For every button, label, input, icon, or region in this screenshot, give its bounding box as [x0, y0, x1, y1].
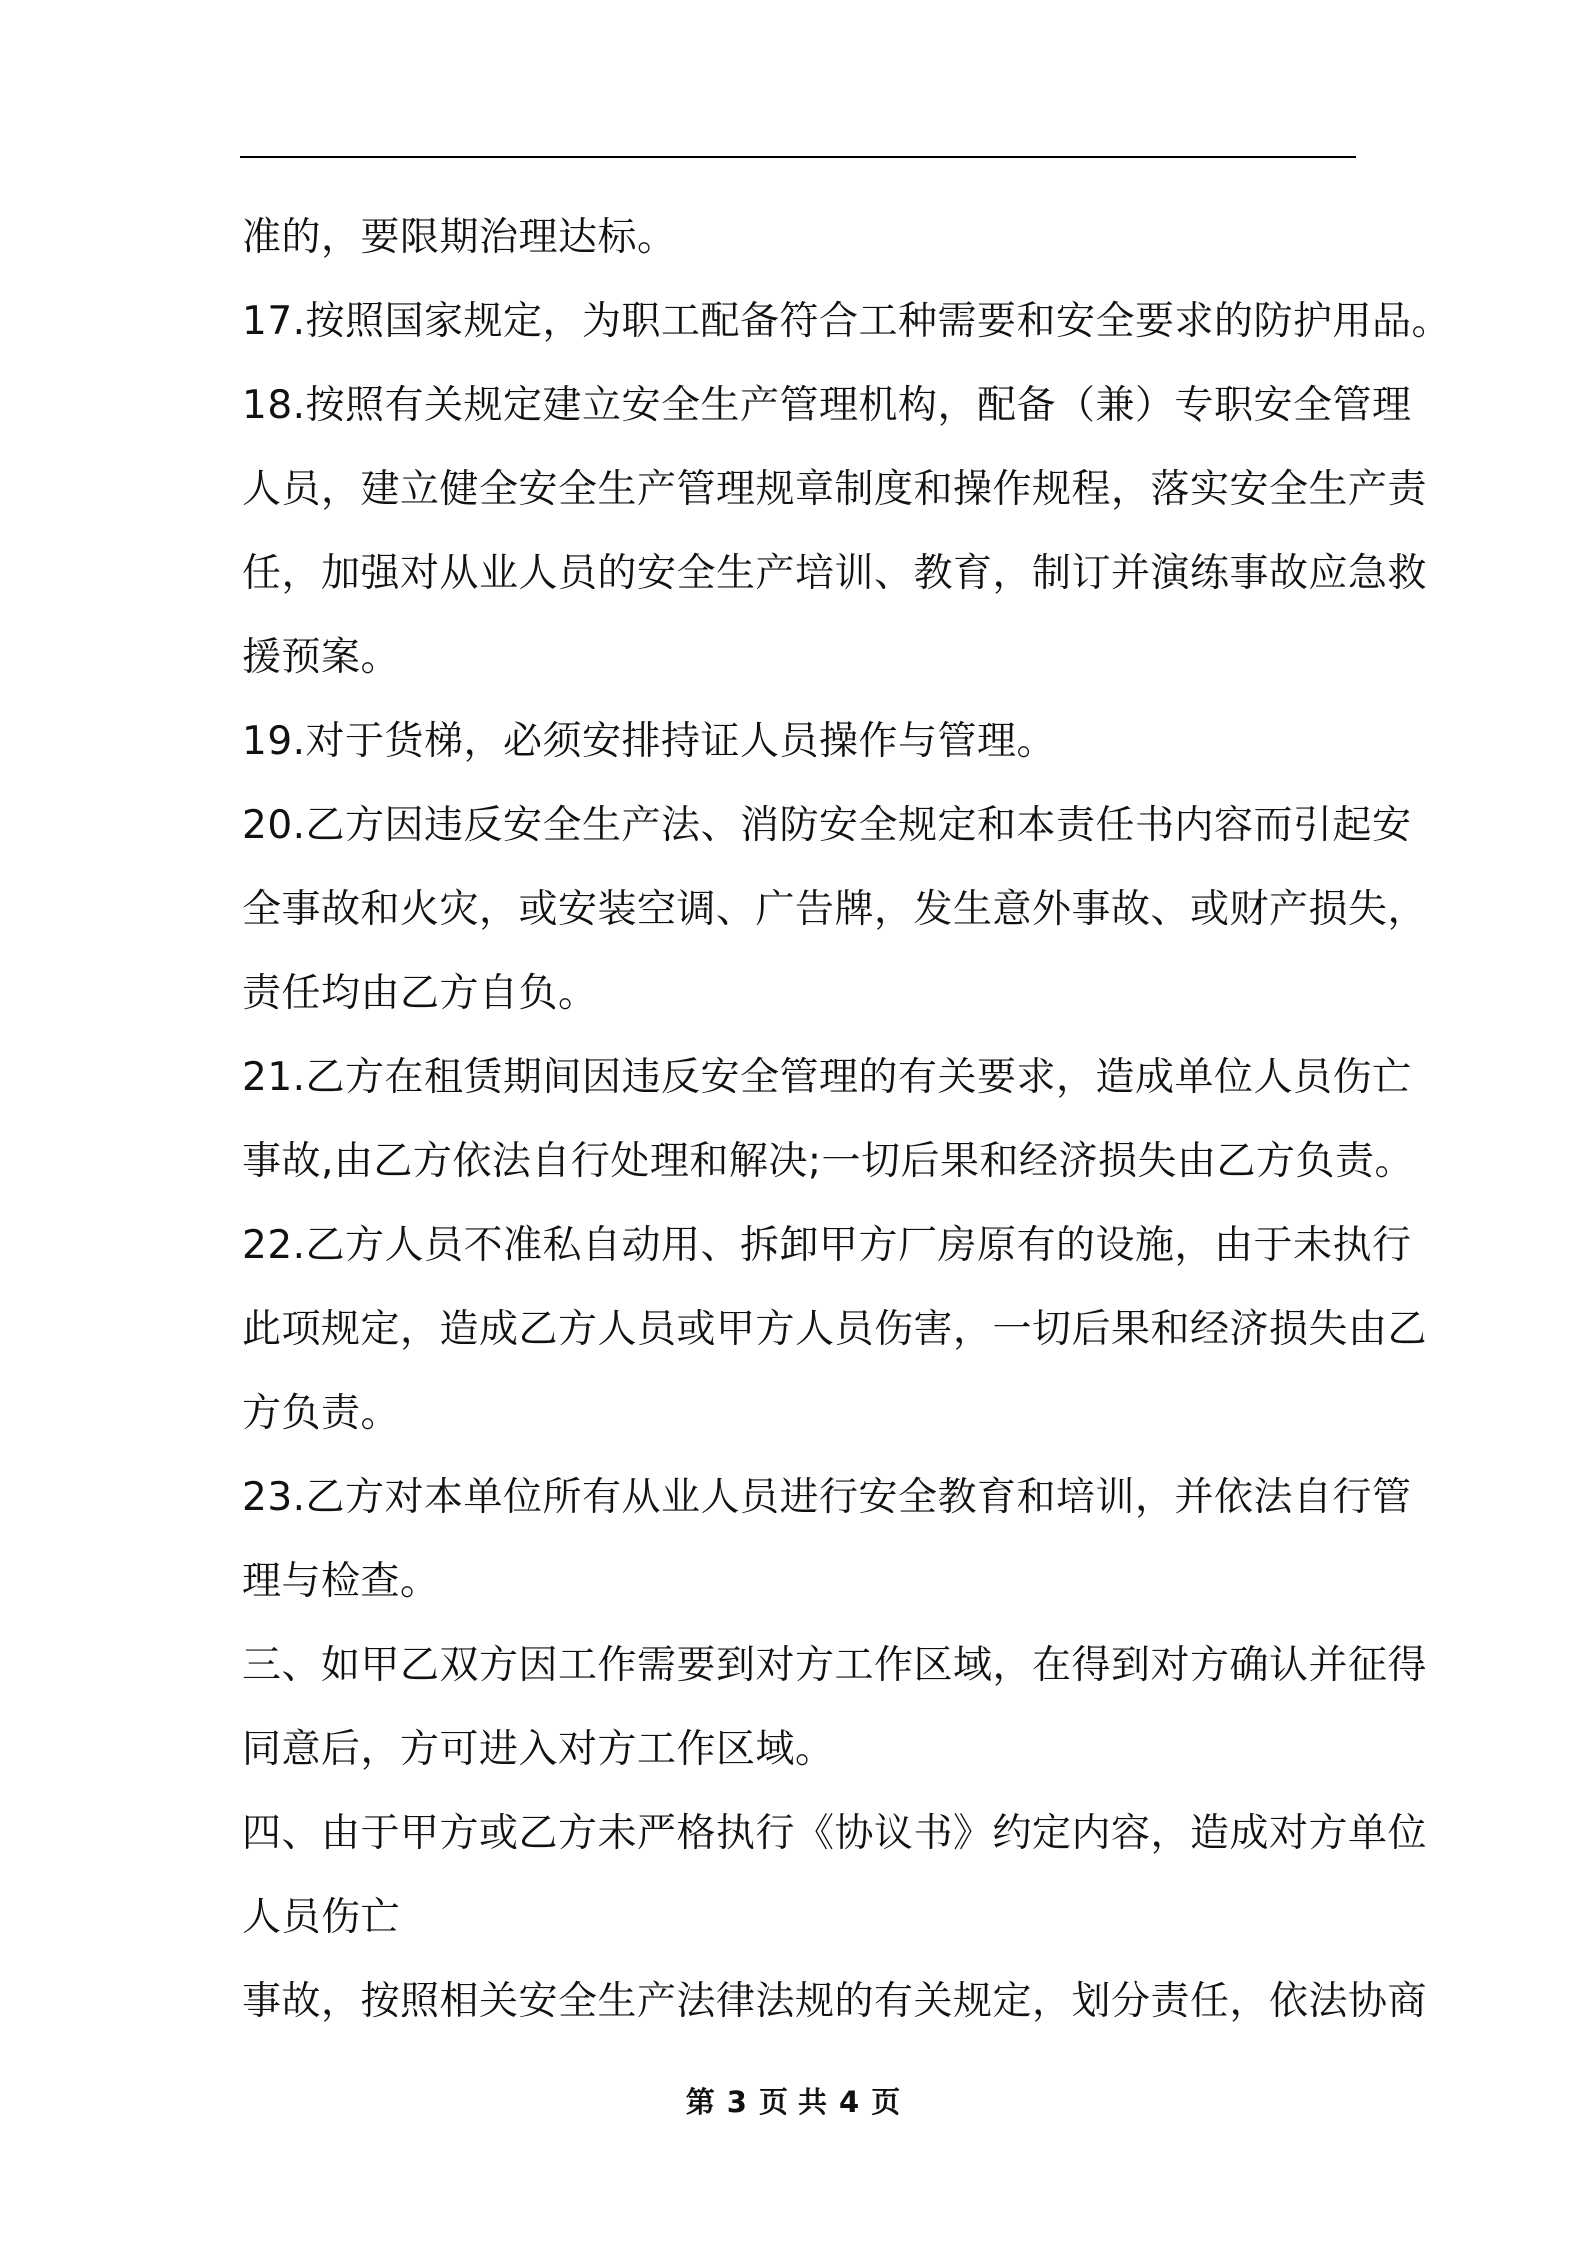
footer-suffix: 页 — [871, 2085, 901, 2119]
text-line: 18.按照有关规定建立安全生产管理机构，配备（兼）专职安全管理 — [242, 383, 1412, 428]
text-line: 全事故和火灾，或安装空调、广告牌，发生意外事故、或财产损失， — [242, 887, 1428, 932]
current-page-number: 3 — [726, 2085, 747, 2119]
document-body — [242, 196, 1452, 2044]
footer-middle: 页 共 — [758, 2085, 828, 2119]
footer-prefix: 第 — [685, 2085, 715, 2119]
total-pages-number: 4 — [839, 2085, 860, 2119]
text-line: 19.对于货梯，必须安排持证人员操作与管理。 — [242, 719, 1057, 764]
text-line: 此项规定，造成乙方人员或甲方人员伤害，一切后果和经济损失由乙 — [242, 1307, 1428, 1352]
text-line: 23.乙方对本单位所有从业人员进行安全教育和培训，并依法自行管 — [242, 1475, 1412, 1520]
text-line: 事故,由乙方依法自行处理和解决;一切后果和经济损失由乙方负责。 — [242, 1139, 1415, 1184]
text-line: 22.乙方人员不准私自动用、拆卸甲方厂房原有的设施，由于未执行 — [242, 1223, 1412, 1268]
text-line: 17.按照国家规定，为职工配备符合工种需要和安全要求的防护用品。 — [242, 299, 1452, 344]
text-line: 四、由于甲方或乙方未严格执行《协议书》约定内容，造成对方单位 — [242, 1811, 1428, 1856]
page-footer — [0, 2082, 1586, 2122]
text-line: 三、如甲乙双方因工作需要到对方工作区域，在得到对方确认并征得 — [242, 1643, 1428, 1688]
text-line: 责任均由乙方自负。 — [242, 971, 598, 1016]
text-line: 21.乙方在租赁期间因违反安全管理的有关要求，造成单位人员伤亡 — [242, 1055, 1412, 1100]
text-line: 准的，要限期治理达标。 — [242, 215, 677, 260]
text-line: 任，加强对从业人员的安全生产培训、教育，制订并演练事故应急救 — [242, 551, 1428, 596]
text-line: 同意后，方可进入对方工作区域。 — [242, 1727, 835, 1772]
text-line: 理与检查。 — [242, 1559, 440, 1604]
text-line: 援预案。 — [242, 635, 401, 680]
text-line: 人员伤亡 — [242, 1895, 401, 1940]
header-rule — [240, 156, 1356, 158]
text-line: 人员，建立健全安全生产管理规章制度和操作规程，落实安全生产责 — [242, 467, 1428, 512]
text-line: 20.乙方因违反安全生产法、消防安全规定和本责任书内容而引起安 — [242, 803, 1412, 848]
text-line: 事故，按照相关安全生产法律法规的有关规定，划分责任，依法协商 — [242, 1979, 1428, 2024]
text-line: 方负责。 — [242, 1391, 401, 1436]
